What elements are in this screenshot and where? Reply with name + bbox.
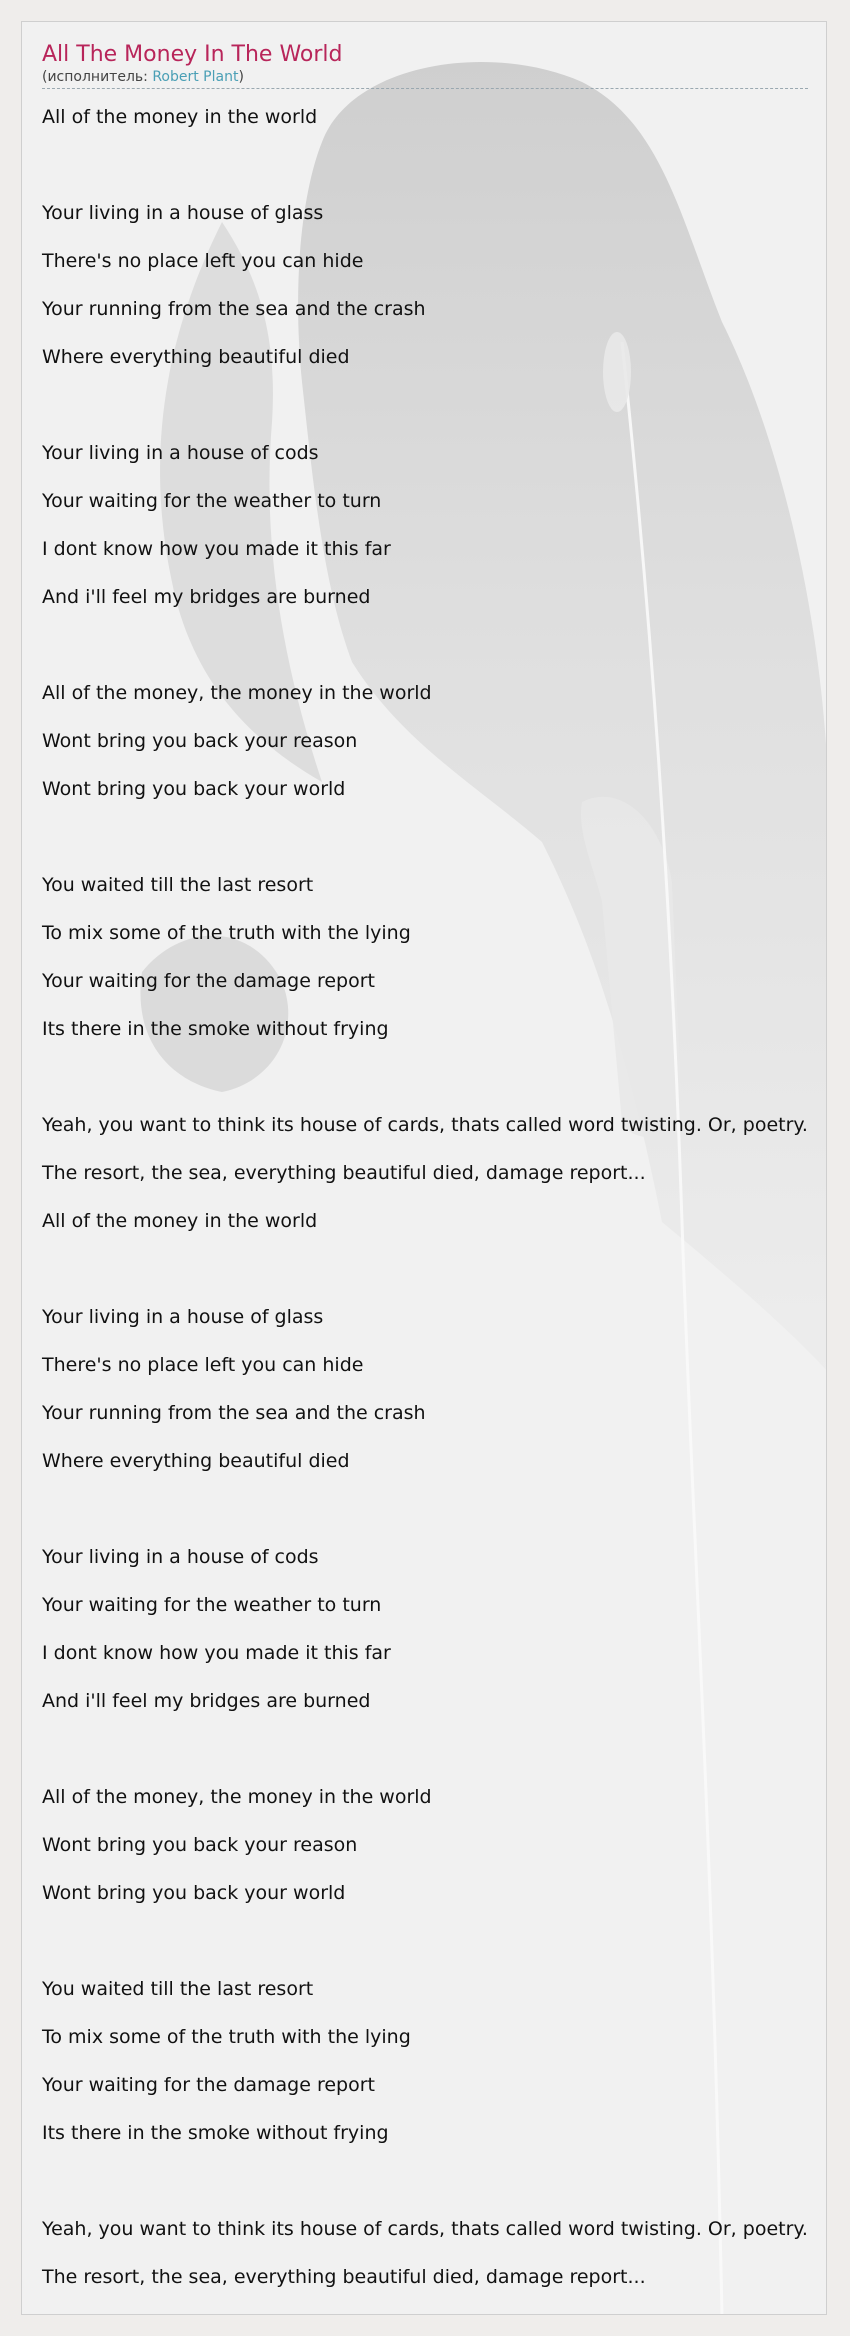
lyric-line: Your waiting for the weather to turn bbox=[42, 1594, 382, 1616]
lyric-line: All of the money, the money in the world bbox=[42, 1786, 432, 1808]
lyric-line: Where everything beautiful died bbox=[42, 1450, 350, 1472]
lyric-line: Your living in a house of glass bbox=[42, 202, 324, 224]
lyric-line: You waited till the last resort bbox=[42, 874, 314, 896]
lyric-line bbox=[42, 813, 826, 861]
lyric-line: Its there in the smoke without frying bbox=[42, 1018, 389, 1040]
lyric-line: Your running from the sea and the crash bbox=[42, 1402, 426, 1424]
lyric-line: And i'll feel my bridges are burned bbox=[42, 1690, 371, 1712]
lyric-line: Your living in a house of cods bbox=[42, 1546, 319, 1568]
lyric-line bbox=[42, 141, 826, 189]
lyric-line bbox=[42, 2157, 826, 2205]
lyric-line: Wont bring you back your reason bbox=[42, 730, 358, 752]
lyric-line: Wont bring you back your world bbox=[42, 778, 346, 800]
lyric-line bbox=[42, 1053, 826, 1101]
lyric-line: All of the money in the world bbox=[42, 106, 318, 128]
lyric-line: The resort, the sea, everything beautiful died, damage report... bbox=[42, 1162, 646, 1184]
lyric-line: Your living in a house of cods bbox=[42, 442, 319, 464]
lyric-line bbox=[42, 1485, 826, 1533]
lyric-line: Your waiting for the weather to turn bbox=[42, 490, 382, 512]
artist-line bbox=[42, 69, 808, 89]
artist-suffix: ) bbox=[238, 69, 244, 85]
lyric-line: To mix some of the truth with the lying bbox=[42, 922, 411, 944]
lyric-line: Yeah, you want to think its house of cards, thats called word twisting. Or, poetry. bbox=[42, 1114, 808, 1136]
lyric-line: And i'll feel my bridges are burned bbox=[42, 586, 371, 608]
lyric-line: Your living in a house of glass bbox=[42, 1306, 324, 1328]
lyric-line bbox=[42, 381, 826, 429]
lyric-line: Its there in the smoke without frying bbox=[42, 2122, 389, 2144]
lyric-line: I dont know how you made it this far bbox=[42, 1642, 391, 1664]
lyric-line: Your waiting for the damage report bbox=[42, 2074, 375, 2096]
lyric-line: All of the money, the money in the world bbox=[42, 682, 432, 704]
lyric-line: Wont bring you back your reason bbox=[42, 1834, 358, 1856]
lyric-line: Wont bring you back your world bbox=[42, 1882, 346, 1904]
lyrics-body bbox=[42, 93, 826, 2301]
lyric-line bbox=[42, 1245, 826, 1293]
lyric-line: Your running from the sea and the crash bbox=[42, 298, 426, 320]
artist-link[interactable]: Robert Plant bbox=[152, 69, 239, 85]
lyric-line: I dont know how you made it this far bbox=[42, 538, 391, 560]
lyric-line: Your waiting for the damage report bbox=[42, 970, 375, 992]
lyric-line: There's no place left you can hide bbox=[42, 1354, 364, 1376]
lyrics-card bbox=[21, 21, 827, 2315]
lyric-line: All of the money in the world bbox=[42, 1210, 318, 1232]
lyric-line bbox=[42, 621, 826, 669]
lyric-line bbox=[42, 1725, 826, 1773]
lyric-line: To mix some of the truth with the lying bbox=[42, 2026, 411, 2048]
lyric-line: You waited till the last resort bbox=[42, 1978, 314, 2000]
lyric-line: The resort, the sea, everything beautiful died, damage report... bbox=[42, 2266, 646, 2288]
lyric-line bbox=[42, 1917, 826, 1965]
lyric-line: Yeah, you want to think its house of cards, thats called word twisting. Or, poetry. bbox=[42, 2218, 808, 2240]
lyric-line: There's no place left you can hide bbox=[42, 250, 364, 272]
artist-prefix: (исполнитель: bbox=[42, 69, 153, 85]
song-title: All The Money In The World bbox=[42, 42, 343, 67]
lyric-line: Where everything beautiful died bbox=[42, 346, 350, 368]
